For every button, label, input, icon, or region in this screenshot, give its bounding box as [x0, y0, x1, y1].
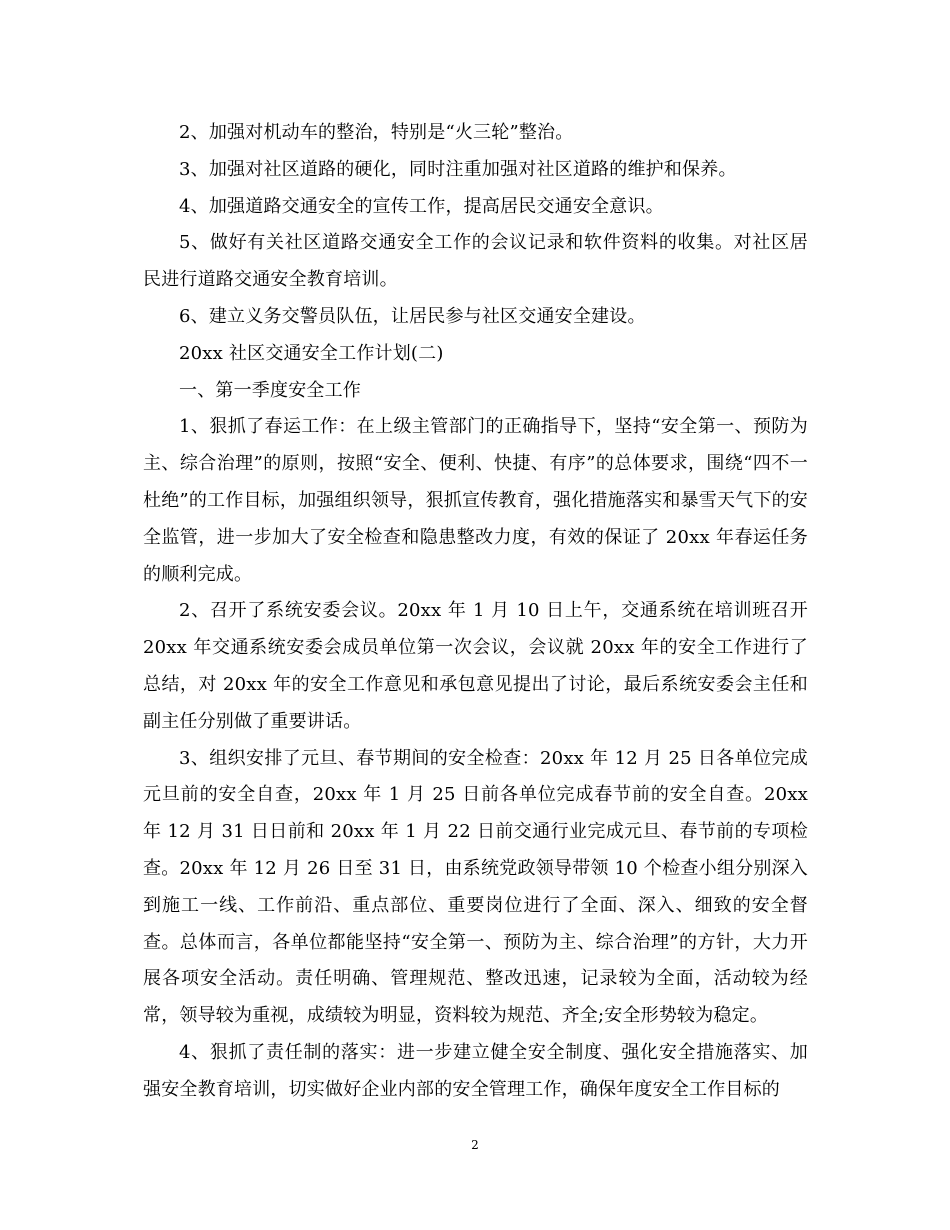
paragraph-item-3: 3、加强对社区道路的硬化，同时注重加强对社区道路的维护和保养。	[179, 158, 737, 180]
paragraph-item-2: 2、加强对机动车的整治，特别是“火三轮”整治。	[179, 122, 574, 143]
page-number: 2	[471, 1138, 479, 1152]
paragraph-responsibility: 4、狠抓了责任制的落实：进一步建立健全安全制度、强化安全措施落实、加强安全教育培训，切实做好企业内部的安全管理工作，确保年度安全工作目标的	[143, 1041, 808, 1100]
section-heading-q1: 一、第一季度安全工作	[179, 379, 361, 401]
document-body	[143, 115, 808, 1109]
paragraph-item-5: 5、做好有关社区道路交通安全工作的会议记录和软件资料的收集。对社区居民进行道路交通安全教育培训。	[143, 232, 808, 291]
paragraph-item-4: 4、加强道路交通安全的宣传工作，提高居民交通安全意识。	[179, 195, 664, 217]
paragraph-item-6: 6、建立义务交警员队伍，让居民参与社区交通安全建设。	[179, 305, 646, 327]
paragraph-safety-meeting: 2、召开了系统安委会议。20xx 年 1 月 10 日上午，交通系统在培训班召开 20xx 年交通系统安委会成员单位第一次会议，会议就 20xx 年的安全工作进行了总结，对 20xx 年的安全工作意见和承包意见提出了讨论，最后系统安委会主任和副主任分别做了重要讲话。	[143, 600, 808, 732]
paragraph-holiday-inspection: 3、组织安排了元旦、春节期间的安全检查：20xx 年 12 月 25 日各单位完成元旦前的安全自查，20xx 年 1 月 25 日前各单位完成春节前的安全自查。20xx 年 12 月 31 日日前和 20xx 年 1 月 22 日前交通行业完成元旦、春节前的专项检查。20xx 年 12 月 26 日至 31 日，由系统党政领导带领 10 个检查小组分别深入到施工一线、工作前沿、重点部位、重要岗位进行了全面、深入、细致的安全督查。总体而言，各单位都能坚持“安全第一、预防为主、综合治理”的方针，大力开展各项安全活动。责任明确、管理规范、整改迅速，记录较为全面，活动较为经常，领导较为重视，成绩较为明显，资料较为规范、齐全;安全形势较为稳定。	[143, 747, 808, 1027]
paragraph-spring-transport: 1、狠抓了春运工作：在上级主管部门的正确指导下，坚持“安全第一、预防为主、综合治理”的原则，按照“安全、便利、快捷、有序”的总体要求，围绕“四不一杜绝”的工作目标，加强组织领导，狠抓宣传教育，强化措施落实和暴雪天气下的安全监管，进一步加大了安全检查和隐患整改力度，有效的保证了 20xx 年春运任务的顺利完成。	[143, 416, 808, 585]
section-title: 20xx 社区交通安全工作计划(二)	[179, 342, 444, 364]
